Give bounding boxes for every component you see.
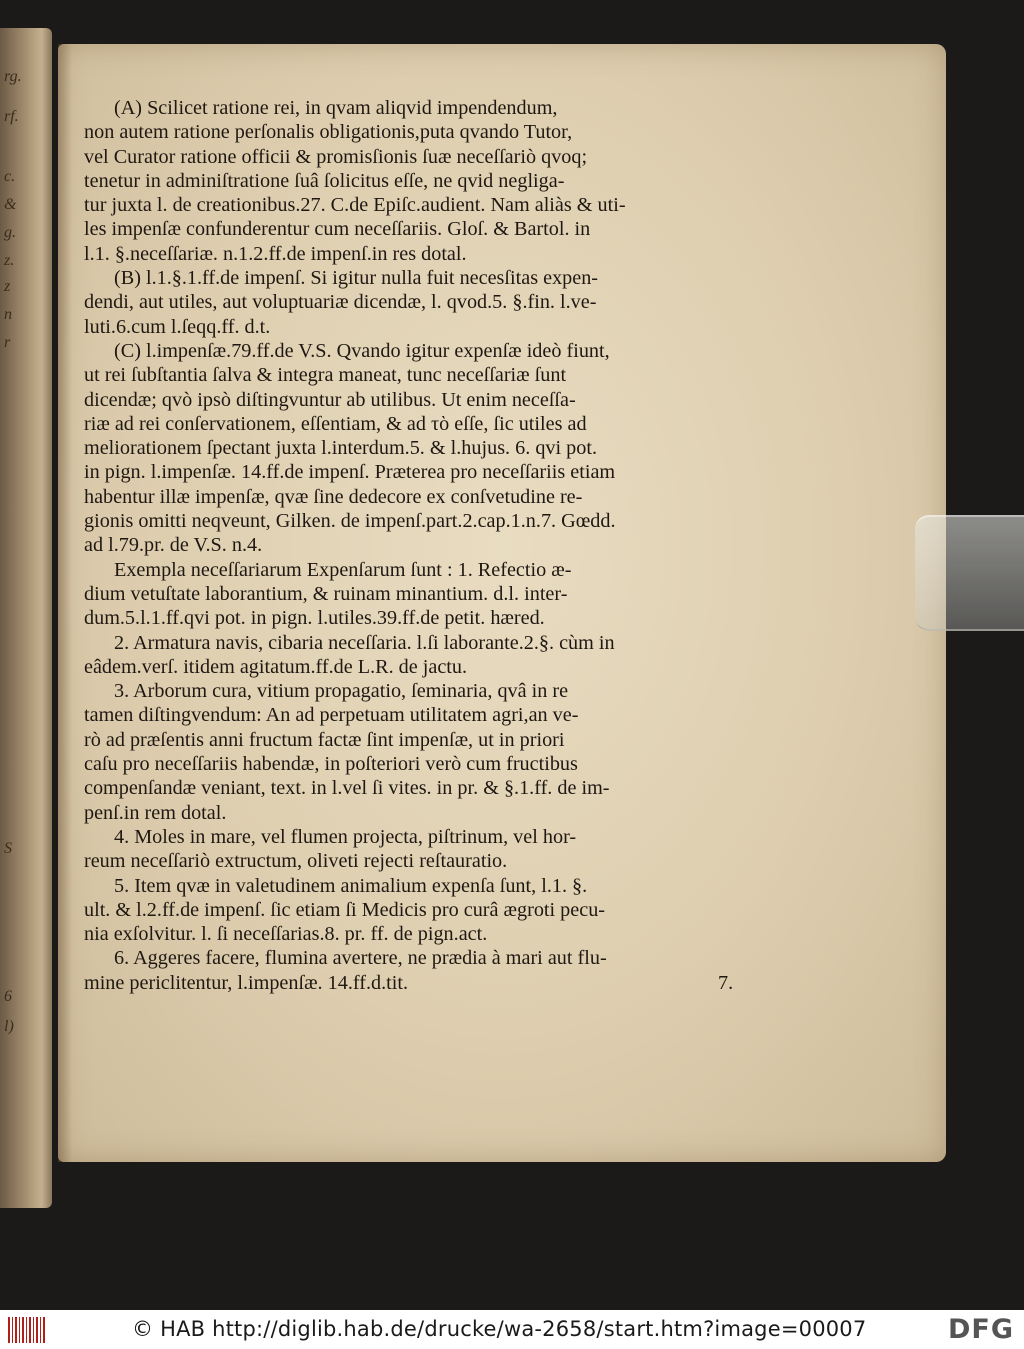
text-line: 3. Arborum cura, vitium propagatio, ſeminaria, qvâ in re — [114, 680, 569, 703]
facing-page-fragment: l) — [4, 1018, 14, 1035]
text-line: gionis omitti neqveunt, Gilken. de impenſ.part.2.cap.1.n.7. Gœdd. — [84, 510, 616, 533]
text-line: les impenſæ confunderentur cum neceſſariis. Gloſ. & Bartol. in — [84, 218, 591, 241]
text-line: dium vetuſtate laborantium, & ruinam minantium. d.l. inter- — [84, 582, 568, 605]
text-line: 4. Moles in mare, vel flumen projecta, piſtrinum, vel hor- — [114, 825, 577, 848]
facing-page-fragment: c. — [4, 168, 16, 185]
facing-page-fragment: g. — [4, 224, 16, 241]
text-line: compenſandæ veniant, text. in l.vel ſi vites. in pr. & §.1.ff. de im- — [84, 777, 610, 800]
text-line: 2. Armatura navis, cibaria neceſſaria. l.ſi laborante.2.§. cùm in — [114, 631, 615, 654]
text-line: nia exſolvitur. l. ſi neceſſarias.8. pr. ff. de pign.act. — [84, 923, 488, 946]
page-text — [84, 96, 744, 995]
copyright-url[interactable]: © HAB http://diglib.hab.de/drucke/wa-2658/start.htm?image=00007 — [132, 1317, 867, 1341]
facing-page-fragment: n — [4, 306, 12, 323]
footer-bar — [0, 1310, 1024, 1349]
text-line: tenetur in adminiſtratione ſuâ ſolicitus eſſe, ne qvid negliga- — [84, 169, 565, 192]
catchword: 7. — [718, 971, 734, 994]
text-line: Exempla neceſſariarum Expenſarum ſunt : 1. Refectio æ- — [114, 558, 572, 581]
text-line: in pign. l.impenſæ. 14.ff.de impenſ. Præterea pro neceſſariis etiam — [84, 461, 616, 484]
text-line: caſu pro neceſſariis habendæ, in poſteriori verò cum fructibus — [84, 753, 578, 776]
text-line: l.1. §.neceſſariæ. n.1.2.ff.de impenſ.in res dotal. — [84, 242, 467, 265]
text-line: tamen diſtingvendum: An ad perpetuam utilitatem agri,an ve- — [84, 704, 579, 727]
text-line: vel Curator ratione officii & promisſionis ſuæ neceſſariò qvoq; — [84, 145, 588, 168]
dfg-logo: DFG — [947, 1314, 1014, 1345]
text-line: (A) Scilicet ratione rei, in qvam aliqvid impendendum, — [114, 97, 558, 119]
text-line: ad l.79.pr. de V.S. n.4. — [84, 534, 263, 557]
text-line: ult. & l.2.ff.de impenſ. ſic etiam ſi Medicis pro curâ ægroti pecu- — [84, 898, 606, 921]
text-line: non autem ratione perſonalis obligationis,puta qvando Tutor, — [84, 121, 573, 144]
facing-page-edge — [0, 28, 52, 1208]
page-clip — [915, 515, 1024, 631]
text-line: rò ad præſentis anni fructum factæ ſint impenſæ, ut in priori — [84, 728, 565, 751]
text-line: dendi, aut utiles, aut voluptuariæ dicendæ, l. qvod.5. §.fin. l.ve- — [84, 291, 597, 314]
facing-page-fragment: 6 — [4, 988, 12, 1005]
text-line: (C) l.impenſæ.79.ff.de V.S. Qvando igitur expenſæ ideò fiunt, — [114, 339, 610, 362]
text-line: mine periclitentur, l.impenſæ. 14.ff.d.tit. — [84, 971, 409, 994]
text-line: luti.6.cum l.ſeqq.ff. d.t. — [84, 315, 271, 338]
facing-page-fragment: r — [4, 334, 11, 351]
text-line: ut rei ſubſtantia ſalva & integra maneat, tunc neceſſariæ ſunt — [84, 364, 567, 387]
facing-page-fragment: rg. — [4, 68, 22, 85]
text-line: 5. Item qvæ in valetudinem animalium expenſa ſunt, l.1. §. — [114, 874, 588, 897]
text-line: meliorationem ſpectant juxta l.interdum.5. & l.hujus. 6. qvi pot. — [84, 437, 598, 460]
facing-page-fragment: S — [4, 840, 12, 857]
text-line: penſ.in rem dotal. — [84, 801, 227, 824]
text-line: reum neceſſariò extructum, oliveti rejecti reſtauratio. — [84, 850, 508, 873]
facing-page-fragment: z. — [4, 252, 15, 269]
text-line: riæ ad rei conſervationem, eſſentiam, & ad τὸ eſſe, ſic utiles ad — [84, 412, 587, 435]
text-line: tur juxta l. de creationibus.27. C.de Epiſc.audient. Nam aliàs & uti- — [84, 194, 626, 217]
facing-page-fragment: & — [4, 196, 17, 213]
text-line: dum.5.l.1.ff.qvi pot. in pign. l.utiles.39.ff.de petit. hæred. — [84, 607, 545, 630]
text-line: 6. Aggeres facere, flumina avertere, ne prædia à mari aut flu- — [114, 947, 607, 970]
text-line: eâdem.verſ. itidem agitatum.ff.de L.R. de jactu. — [84, 655, 468, 678]
facing-page-fragment: z — [4, 278, 11, 295]
text-line: habentur illæ impenſæ, qvæ ſine dedecore ex conſvetudine re- — [84, 485, 583, 508]
text-line: (B) l.1.§.1.ff.de impenſ. Si igitur nulla fuit necesſitas expen- — [114, 267, 599, 290]
hab-logo-icon — [8, 1317, 46, 1343]
text-line: dicendæ; qvò ipsò diſtingvuntur ab utilibus. Ut enim neceſſa- — [84, 388, 576, 411]
facing-page-fragment: rf. — [4, 108, 19, 125]
